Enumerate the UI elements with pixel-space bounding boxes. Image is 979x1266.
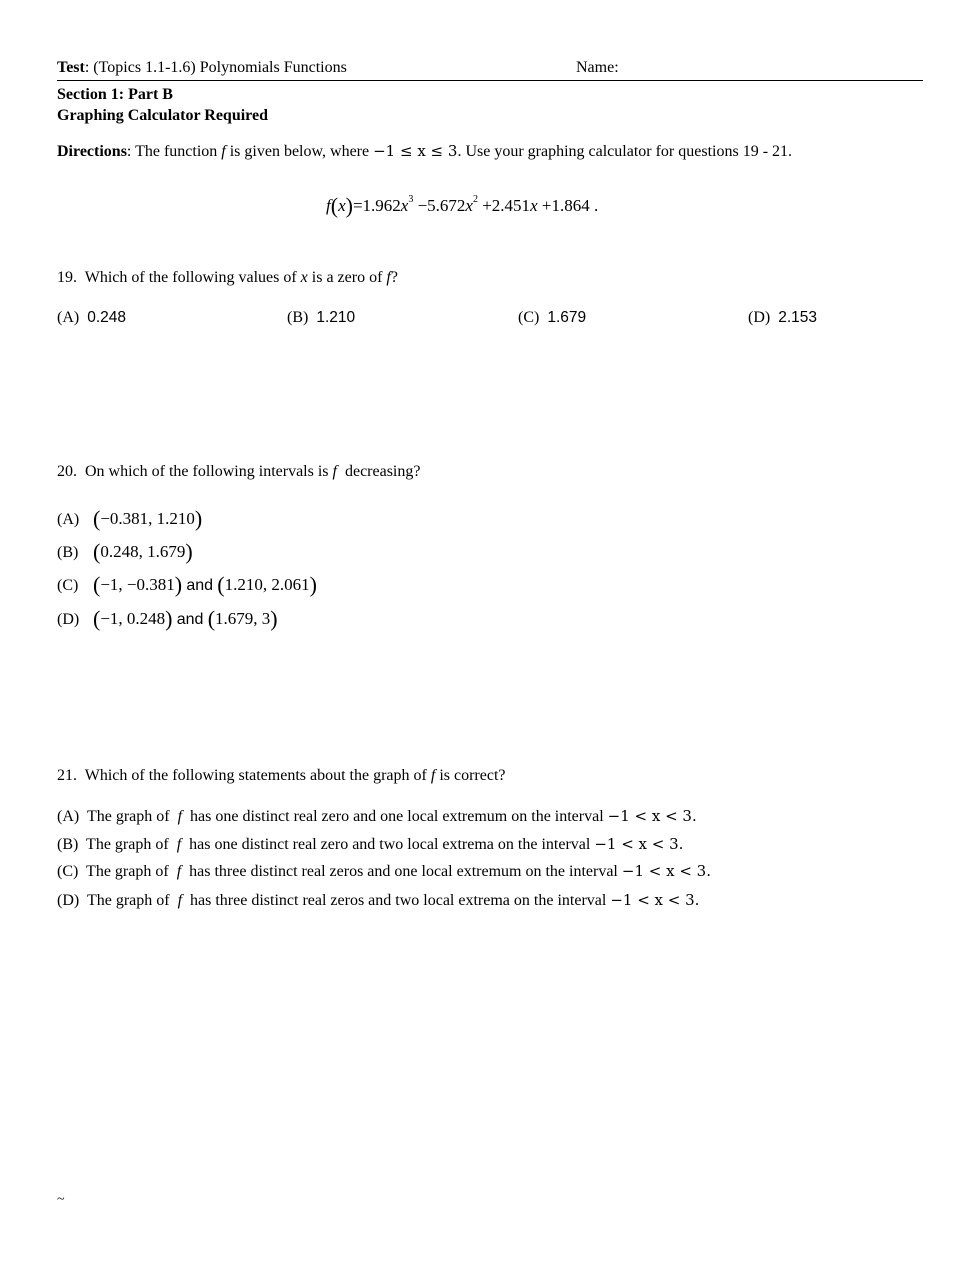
section-subtitle: Graphing Calculator Required bbox=[57, 107, 268, 124]
test-label: Test bbox=[57, 59, 85, 76]
q21-option-b[interactable]: (B) The graph of f has one distinct real zero and two local extrema on the interval −1 < x < 3. bbox=[57, 835, 684, 853]
domain-inequality: −1 ≤ x ≤ 3 bbox=[373, 142, 458, 160]
directions: Directions: The function f is given below, where −1 ≤ x ≤ 3. Use your graphing calculator for questions 19 - 21. bbox=[57, 142, 793, 160]
q20-option-d[interactable]: (D) (−1, 0.248) and (1.679, 3) bbox=[57, 606, 278, 631]
test-title bbox=[57, 59, 347, 77]
header-rule bbox=[57, 80, 923, 81]
q21-option-d[interactable]: (D) The graph of f has three distinct real zeros and two local extrema on the interval −1 < x < 3. bbox=[57, 891, 700, 909]
test-topic: : (Topics 1.1-1.6) Polynomials Functions bbox=[84, 59, 347, 76]
q19-option-b[interactable]: (B) 1.210 bbox=[287, 309, 356, 326]
section-title: Section 1: Part B bbox=[57, 86, 173, 103]
function-name: f bbox=[221, 143, 226, 160]
question-21: 21. Which of the following statements about the graph of f is correct? bbox=[57, 767, 506, 784]
q20-option-b[interactable]: (B) (0.248, 1.679) bbox=[57, 539, 193, 564]
question-19: 19. Which of the following values of x is a zero of f? bbox=[57, 269, 398, 286]
function-definition: $f(x)=1.962x^3 -5.672x^2 +2.451x +1.864$ . bbox=[326, 193, 599, 218]
q21-option-c[interactable]: (C) The graph of f has three distinct real zeros and one local extremum on the interval −1 < x < 3. bbox=[57, 862, 711, 880]
q20-option-a[interactable]: (A) (−0.381, 1.210) bbox=[57, 506, 203, 531]
q19-option-c[interactable]: (C) 1.679 bbox=[518, 309, 587, 326]
q19-option-d[interactable]: (D) 2.153 bbox=[748, 309, 818, 326]
q20-option-c[interactable]: (C) (−1, −0.381) and (1.210, 2.061) bbox=[57, 572, 317, 597]
name-label: Name: bbox=[576, 59, 619, 76]
directions-label: Directions bbox=[57, 143, 127, 160]
footer-mark: ~ bbox=[57, 1192, 65, 1207]
q19-option-a[interactable]: (A) 0.248 bbox=[57, 309, 127, 326]
q21-option-a[interactable]: (A) The graph of f has one distinct real zero and one local extremum on the interval −1 < x < 3. bbox=[57, 807, 697, 825]
question-20: 20. On which of the following intervals is f decreasing? bbox=[57, 463, 421, 480]
